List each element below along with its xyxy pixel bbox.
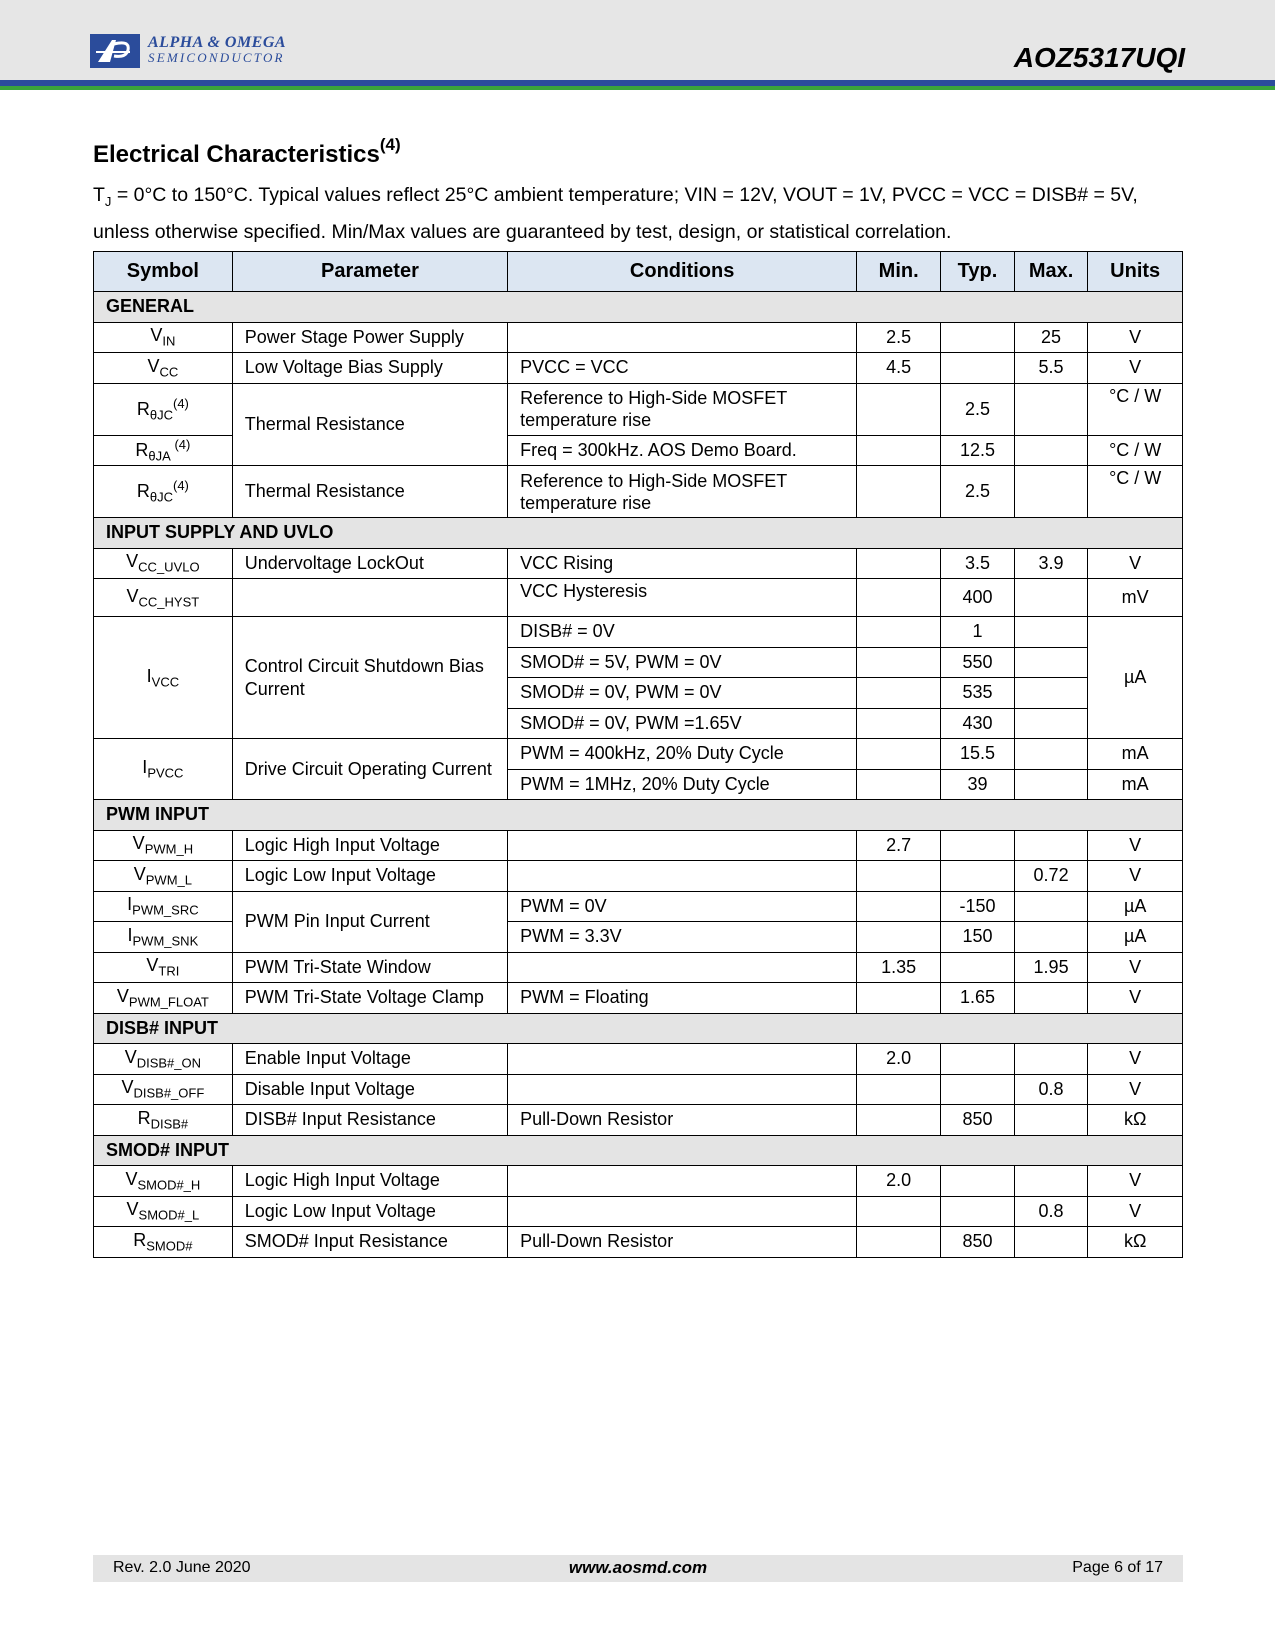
conditions-cell [508, 861, 857, 892]
conditions-cell [508, 830, 857, 861]
typ-cell [941, 1166, 1015, 1197]
title-note: (4) [379, 135, 401, 154]
typ-cell [941, 322, 1015, 353]
section-title [93, 135, 401, 169]
max-cell [1014, 1166, 1088, 1197]
conditions-cell: PWM = 1MHz, 20% Duty Cycle [508, 769, 857, 800]
parameter-cell: Undervoltage LockOut [232, 548, 507, 579]
typ-cell: 850 [941, 1105, 1015, 1136]
typ-cell: 2.5 [941, 383, 1015, 435]
intro-text: = 0°C to 150°C. Typical values reflect 25°C ambient temperature; VIN = 12V, VOUT = 1V, PVCC = VCC = DISB# = 5V, unless otherwise specified. Min/Max values are guaranteed by test, design, or statistical correlation. [93, 184, 1138, 243]
min-cell [857, 1227, 941, 1258]
table-row [94, 1196, 1183, 1227]
header-conditions: Conditions [508, 252, 857, 292]
table-row [94, 1166, 1183, 1197]
conditions-cell: VCC Hysteresis [508, 579, 857, 617]
typ-cell [941, 353, 1015, 384]
conditions-cell: PWM = 0V [508, 891, 857, 922]
units-cell: °C / W [1088, 383, 1183, 435]
symbol-cell: $I_{VCC}$ [94, 617, 233, 739]
units-cell: V [1088, 1074, 1183, 1105]
min-cell [857, 466, 941, 518]
typ-cell: 1.65 [941, 983, 1015, 1014]
typ-cell: 430 [941, 708, 1015, 739]
table-row [94, 466, 1183, 518]
logo-text-line2: SEMICONDUCTOR [148, 50, 285, 65]
table-row [94, 1074, 1183, 1105]
min-cell [857, 922, 941, 953]
max-cell [1014, 1227, 1088, 1258]
table-row [94, 617, 1183, 648]
symbol-cell: $R_{DISB\#}$ [94, 1105, 233, 1136]
units-cell: kΩ [1088, 1227, 1183, 1258]
symbol-cell: $I_{PVCC}$ [94, 739, 233, 800]
max-cell [1014, 983, 1088, 1014]
units-cell: µA [1088, 922, 1183, 953]
max-cell [1014, 1105, 1088, 1136]
symbol-cell: $V_{IN}$ [94, 322, 233, 353]
part-number: AOZ5317UQI [1013, 42, 1185, 73]
conditions-cell: Reference to High-Side MOSFET temperature rise [508, 383, 857, 435]
typ-cell [941, 830, 1015, 861]
units-cell: V [1088, 322, 1183, 353]
min-cell: 2.5 [857, 322, 941, 353]
revision-label: Rev. 2.0 June 2020 [113, 1559, 251, 1576]
parameter-cell: DISB# Input Resistance [232, 1105, 507, 1136]
page-number: Page 6 of 17 [1072, 1559, 1163, 1576]
max-cell [1014, 647, 1088, 678]
table-row [94, 830, 1183, 861]
units-cell: V [1088, 353, 1183, 384]
max-cell: 0.72 [1014, 861, 1088, 892]
conditions-cell: Reference to High-Side MOSFET temperature rise [508, 466, 857, 518]
header-min: Min. [857, 252, 941, 292]
parameter-cell: Low Voltage Bias Supply [232, 353, 507, 384]
max-cell [1014, 466, 1088, 518]
section-row-input-supply [94, 518, 1183, 549]
typ-cell [941, 1074, 1015, 1105]
section-label: SMOD# INPUT [94, 1135, 1183, 1166]
units-cell: V [1088, 952, 1183, 983]
min-cell [857, 891, 941, 922]
units-cell: V [1088, 1166, 1183, 1197]
table-row [94, 1105, 1183, 1136]
typ-cell [941, 1196, 1015, 1227]
conditions-cell: PWM = Floating [508, 983, 857, 1014]
conditions-cell: PWM = 400kHz, 20% Duty Cycle [508, 739, 857, 770]
typ-cell: 850 [941, 1227, 1015, 1258]
conditions-cell: DISB# = 0V [508, 617, 857, 648]
header-units: Units [1088, 252, 1183, 292]
typ-cell: 2.5 [941, 466, 1015, 518]
max-cell [1014, 678, 1088, 709]
max-cell [1014, 739, 1088, 770]
typ-cell [941, 952, 1015, 983]
min-cell [857, 861, 941, 892]
table-row [94, 952, 1183, 983]
max-cell: 25 [1014, 322, 1088, 353]
units-cell: mA [1088, 739, 1183, 770]
parameter-cell: Logic High Input Voltage [232, 830, 507, 861]
min-cell: 2.0 [857, 1044, 941, 1075]
section-label: INPUT SUPPLY AND UVLO [94, 518, 1183, 549]
conditions-cell: VCC Rising [508, 548, 857, 579]
conditions-cell [508, 1044, 857, 1075]
parameter-cell: Logic Low Input Voltage [232, 1196, 507, 1227]
symbol-cell: $V_{CC\_UVLO}$ [94, 548, 233, 579]
max-cell [1014, 830, 1088, 861]
units-cell: V [1088, 548, 1183, 579]
page-header [0, 0, 1275, 80]
intro-t: T [93, 184, 105, 206]
min-cell [857, 739, 941, 770]
min-cell [857, 383, 941, 435]
section-row-pwm-input [94, 800, 1183, 831]
symbol-cell: $V_{CC\_HYST}$ [94, 579, 233, 617]
parameter-cell: Enable Input Voltage [232, 1044, 507, 1075]
units-cell: µA [1088, 617, 1183, 739]
header-parameter: Parameter [232, 252, 507, 292]
table-row [94, 891, 1183, 922]
symbol-cell: $V_{DISB\#\_OFF}$ [94, 1074, 233, 1105]
min-cell [857, 647, 941, 678]
parameter-cell: Drive Circuit Operating Current [232, 739, 507, 800]
table-row [94, 1227, 1183, 1258]
max-cell: 0.8 [1014, 1074, 1088, 1105]
table-row [94, 383, 1183, 435]
max-cell: 5.5 [1014, 353, 1088, 384]
section-label: GENERAL [94, 292, 1183, 323]
max-cell [1014, 435, 1088, 466]
logo-mark [90, 34, 140, 68]
min-cell [857, 1074, 941, 1105]
symbol-cell: $R_{\theta JC}^{(4)}$ [94, 466, 233, 518]
units-cell: °C / W [1088, 435, 1183, 466]
typ-cell: 400 [941, 579, 1015, 617]
min-cell: 2.7 [857, 830, 941, 861]
min-cell [857, 435, 941, 466]
units-cell: V [1088, 861, 1183, 892]
conditions-cell: PWM = 3.3V [508, 922, 857, 953]
max-cell [1014, 769, 1088, 800]
conditions-cell [508, 952, 857, 983]
min-cell [857, 579, 941, 617]
typ-cell [941, 861, 1015, 892]
table-header-row [94, 252, 1183, 292]
section-row-smod-input [94, 1135, 1183, 1166]
table-row [94, 1044, 1183, 1075]
header-typ: Typ. [941, 252, 1015, 292]
max-cell: 0.8 [1014, 1196, 1088, 1227]
parameter-cell: PWM Pin Input Current [232, 891, 507, 952]
title-text: Electrical Characteristics [93, 141, 380, 168]
min-cell [857, 769, 941, 800]
typ-cell: 550 [941, 647, 1015, 678]
parameter-cell: PWM Tri-State Window [232, 952, 507, 983]
max-cell [1014, 383, 1088, 435]
max-cell [1014, 922, 1088, 953]
units-cell: µA [1088, 891, 1183, 922]
typ-cell: 1 [941, 617, 1015, 648]
typ-cell: 150 [941, 922, 1015, 953]
website-link[interactable]: www.aosmd.com [568, 1558, 708, 1577]
parameter-cell: Thermal Resistance [232, 466, 507, 518]
conditions-cell: Pull-Down Resistor [508, 1105, 857, 1136]
min-cell [857, 678, 941, 709]
header-divider-green [0, 86, 1275, 90]
typ-cell: 3.5 [941, 548, 1015, 579]
typ-cell: 12.5 [941, 435, 1015, 466]
max-cell [1014, 891, 1088, 922]
typ-cell: 39 [941, 769, 1015, 800]
symbol-cell: $V_{PWM\_FLOAT}$ [94, 983, 233, 1014]
table-row [94, 579, 1183, 617]
conditions-cell: Freq = 300kHz. AOS Demo Board. [508, 435, 857, 466]
units-cell: V [1088, 830, 1183, 861]
logo-text-line1: ALPHA & OMEGA [148, 34, 287, 51]
min-cell [857, 1105, 941, 1136]
section-label: DISB# INPUT [94, 1013, 1183, 1044]
symbol-cell: $V_{TRI}$ [94, 952, 233, 983]
conditions-cell: Pull-Down Resistor [508, 1227, 857, 1258]
max-cell [1014, 708, 1088, 739]
parameter-cell [232, 579, 507, 617]
table-row [94, 322, 1183, 353]
conditions-cell [508, 322, 857, 353]
max-cell: 3.9 [1014, 548, 1088, 579]
units-cell: mV [1088, 579, 1183, 617]
symbol-cell: $V_{SMOD\#\_L}$ [94, 1196, 233, 1227]
min-cell: 1.35 [857, 952, 941, 983]
parameter-cell: Control Circuit Shutdown Bias Current [232, 617, 507, 739]
symbol-cell: $R_{SMOD\#}$ [94, 1227, 233, 1258]
units-cell: mA [1088, 769, 1183, 800]
table-row [94, 861, 1183, 892]
intro-paragraph [93, 180, 1183, 248]
conditions-cell: PVCC = VCC [508, 353, 857, 384]
company-logo [90, 34, 350, 70]
min-cell: 2.0 [857, 1166, 941, 1197]
units-cell: V [1088, 983, 1183, 1014]
table-row [94, 739, 1183, 770]
units-cell: °C / W [1088, 466, 1183, 518]
units-cell: V [1088, 1044, 1183, 1075]
max-cell [1014, 1044, 1088, 1075]
header-max: Max. [1014, 252, 1088, 292]
section-row-general [94, 292, 1183, 323]
symbol-cell: $R_{\theta JC}^{(4)}$ [94, 383, 233, 435]
conditions-cell: SMOD# = 0V, PWM = 0V [508, 678, 857, 709]
symbol-cell: $V_{DISB\#\_ON}$ [94, 1044, 233, 1075]
typ-cell: 15.5 [941, 739, 1015, 770]
section-label: PWM INPUT [94, 800, 1183, 831]
min-cell [857, 548, 941, 579]
conditions-cell [508, 1074, 857, 1105]
conditions-cell: SMOD# = 0V, PWM =1.65V [508, 708, 857, 739]
page-footer [93, 1555, 1183, 1582]
intro-sub: J [104, 193, 112, 209]
parameter-cell: SMOD# Input Resistance [232, 1227, 507, 1258]
table-row [94, 353, 1183, 384]
parameter-cell: Logic Low Input Voltage [232, 861, 507, 892]
symbol-cell: $I_{PWM\_SNK}$ [94, 922, 233, 953]
typ-cell [941, 1044, 1015, 1075]
parameter-cell: PWM Tri-State Voltage Clamp [232, 983, 507, 1014]
max-cell [1014, 579, 1088, 617]
units-cell: V [1088, 1196, 1183, 1227]
min-cell: 4.5 [857, 353, 941, 384]
min-cell [857, 708, 941, 739]
min-cell [857, 983, 941, 1014]
symbol-cell: $V_{PWM\_H}$ [94, 830, 233, 861]
symbol-cell: $V_{SMOD\#\_H}$ [94, 1166, 233, 1197]
conditions-cell [508, 1166, 857, 1197]
section-row-disb-input [94, 1013, 1183, 1044]
symbol-cell: $V_{PWM\_L}$ [94, 861, 233, 892]
conditions-cell [508, 1196, 857, 1227]
parameter-cell: Power Stage Power Supply [232, 322, 507, 353]
min-cell [857, 617, 941, 648]
symbol-cell: $I_{PWM\_SRC}$ [94, 891, 233, 922]
table-row [94, 983, 1183, 1014]
max-cell: 1.95 [1014, 952, 1088, 983]
conditions-cell: SMOD# = 5V, PWM = 0V [508, 647, 857, 678]
units-cell: kΩ [1088, 1105, 1183, 1136]
header-symbol: Symbol [94, 252, 233, 292]
max-cell [1014, 617, 1088, 648]
parameter-cell: Logic High Input Voltage [232, 1166, 507, 1197]
symbol-cell: $V_{CC}$ [94, 353, 233, 384]
parameter-cell: Thermal Resistance [232, 383, 507, 466]
table-row [94, 548, 1183, 579]
typ-cell: -150 [941, 891, 1015, 922]
electrical-characteristics-table [93, 251, 1183, 1258]
parameter-cell: Disable Input Voltage [232, 1074, 507, 1105]
typ-cell: 535 [941, 678, 1015, 709]
min-cell [857, 1196, 941, 1227]
symbol-cell: $R_{\theta JA}$ $^{(4)}$ [94, 435, 233, 466]
